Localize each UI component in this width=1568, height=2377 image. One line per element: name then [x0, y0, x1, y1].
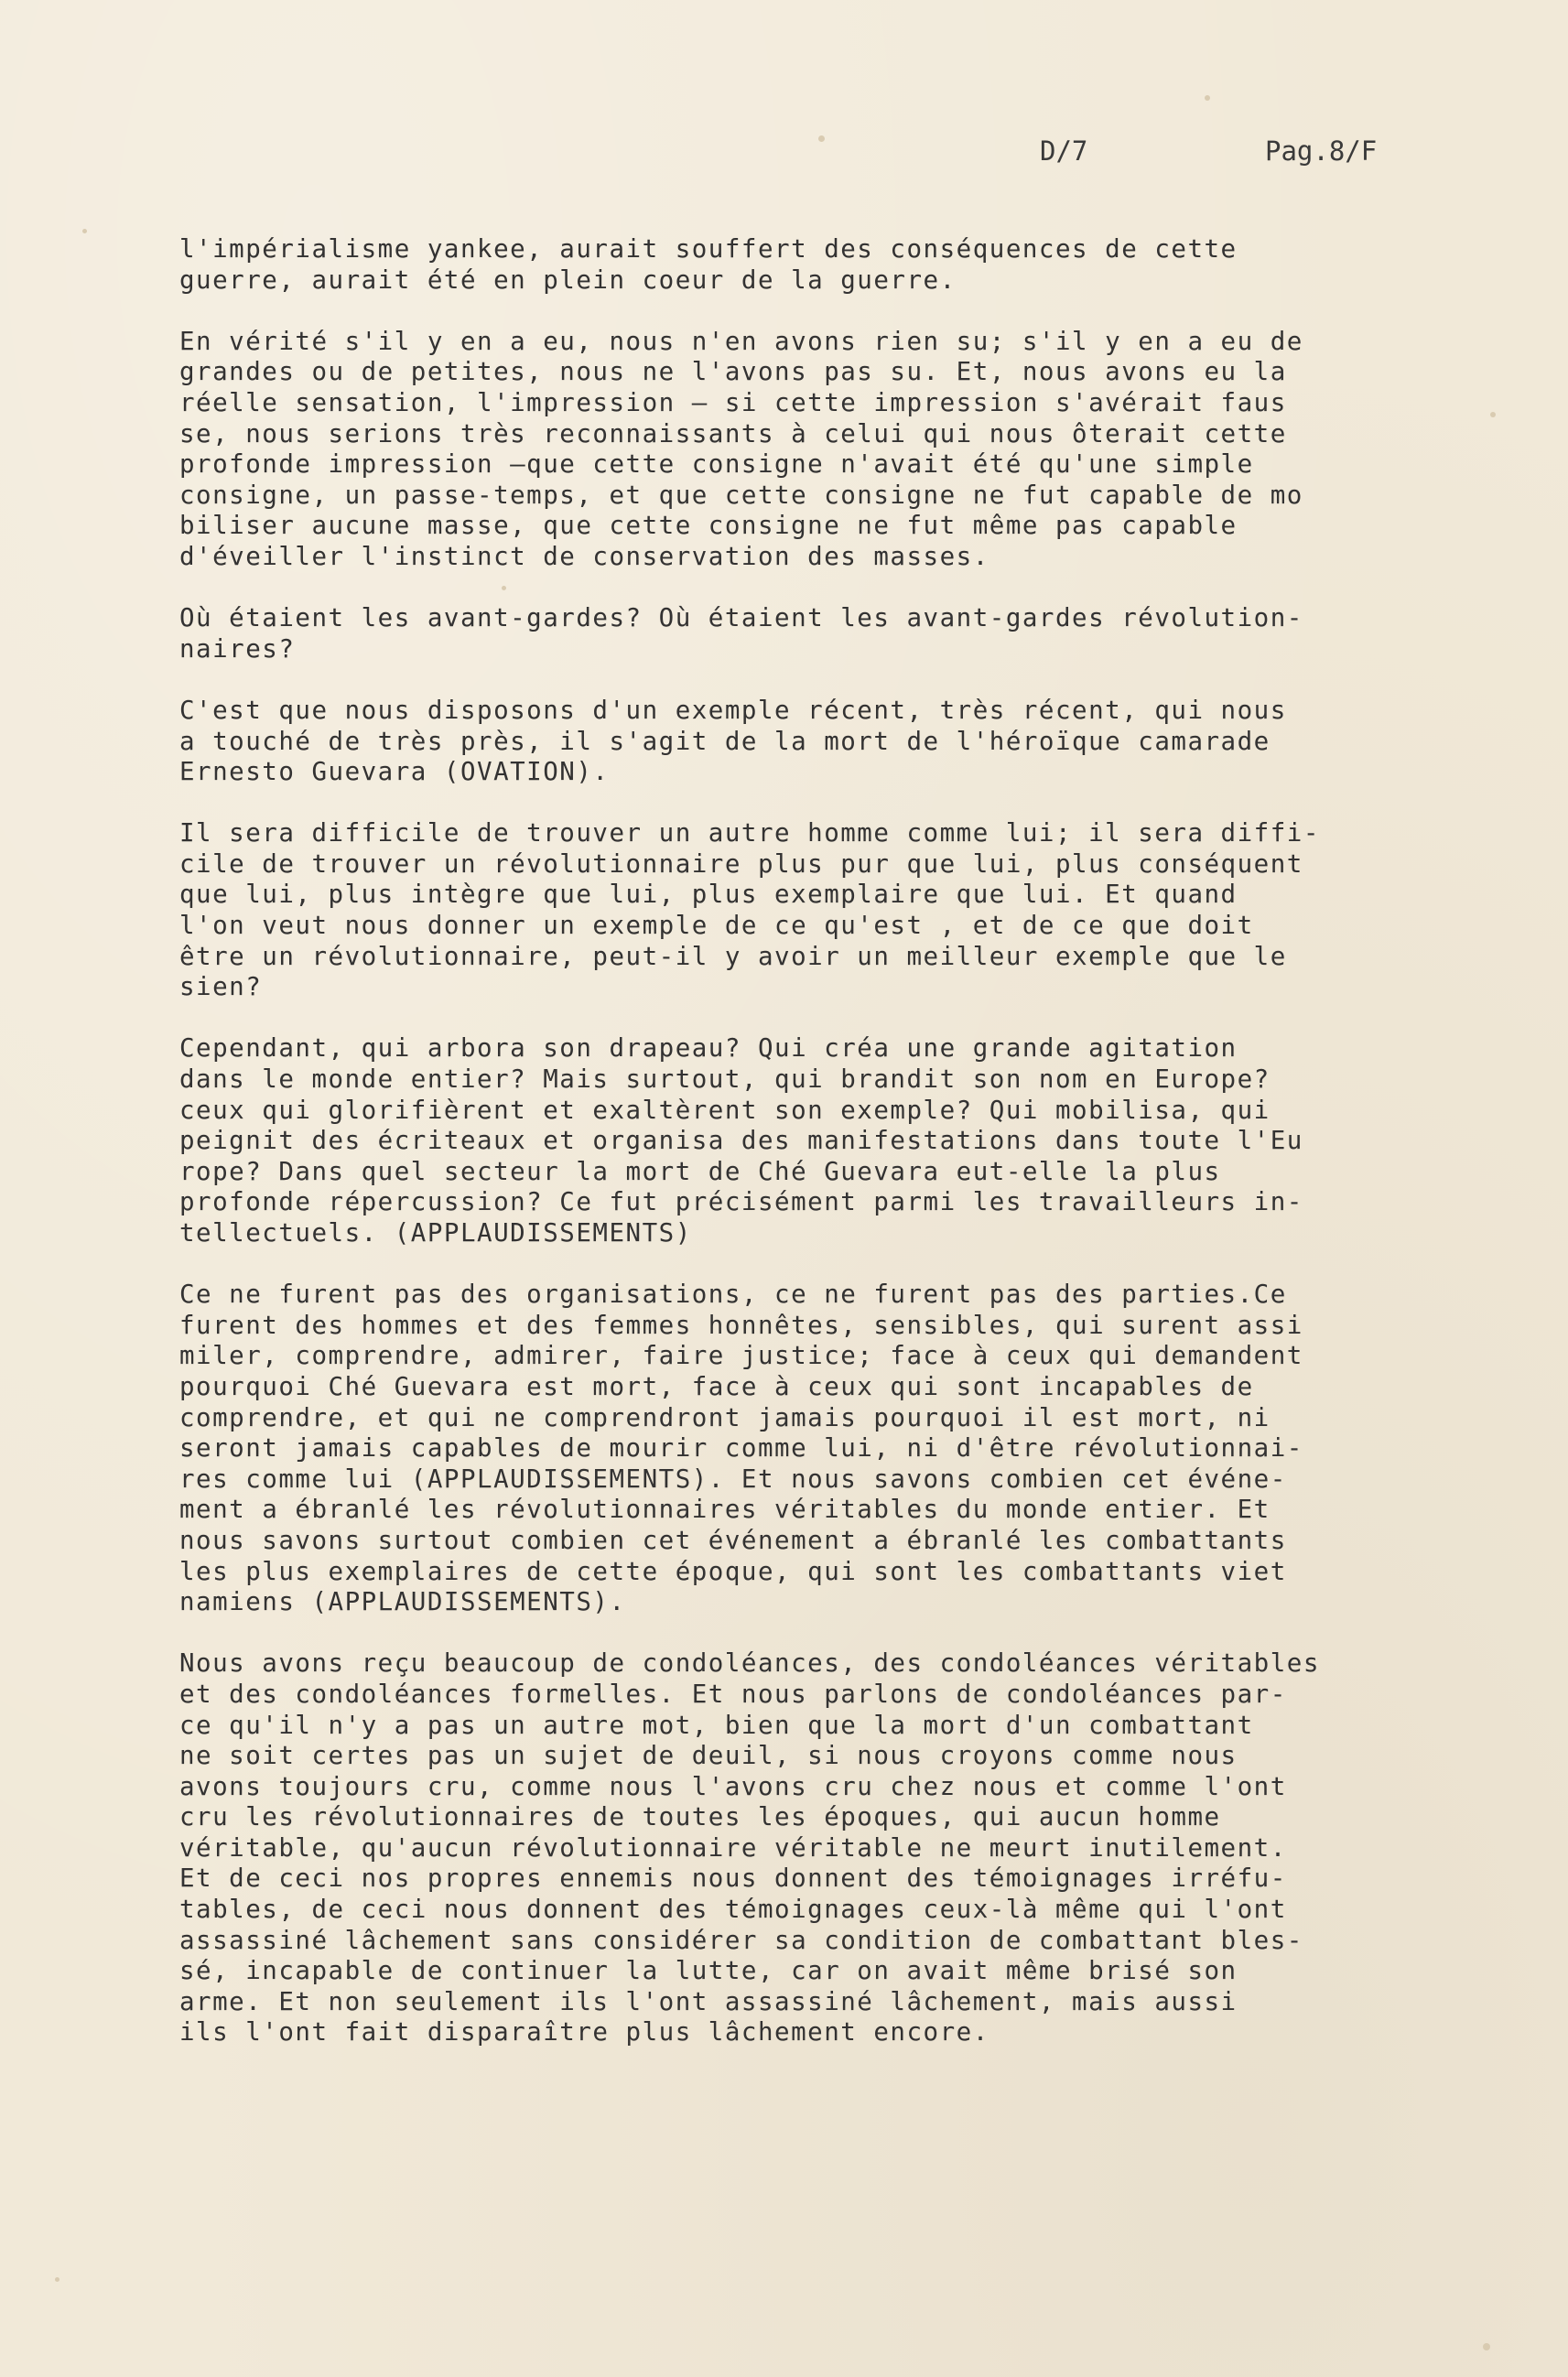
- text-line: dans le monde entier? Mais surtout, qui brandit son nom en Europe?: [179, 1064, 1271, 1095]
- text-line: et des condoléances formelles. Et nous parlons de condoléances par-: [179, 1679, 1287, 1709]
- text-line: l'impérialisme yankee, aurait souffert des conséquences de cette: [179, 234, 1238, 264]
- text-line: ne soit certes pas un sujet de deuil, si nous croyons comme nous: [179, 1741, 1238, 1771]
- text-line: que lui, plus intègre que lui, plus exemplaire que lui. Et quand: [179, 880, 1238, 910]
- page-header: [0, 135, 1568, 181]
- text-line: seront jamais capables de mourir comme lui, ni d'être révolutionnai-: [179, 1433, 1303, 1464]
- text-line: Cependant, qui arbora son drapeau? Qui créa une grande agitation: [179, 1033, 1238, 1064]
- text-line: res comme lui (APPLAUDISSEMENTS). Et nous savons combien cet événe-: [179, 1464, 1287, 1494]
- paragraph: [179, 818, 1498, 1003]
- text-line: ceux qui glorifièrent et exaltèrent son exemple? Qui mobilisa, qui: [179, 1095, 1271, 1125]
- text-line: tellectuels. (APPLAUDISSEMENTS): [179, 1218, 692, 1248]
- text-line: Il sera difficile de trouver un autre homme comme lui; il sera diffi-: [179, 818, 1320, 848]
- text-line: furent des hommes et des femmes honnêtes, sensibles, qui surent assi: [179, 1310, 1303, 1340]
- text-line: naires?: [179, 633, 296, 664]
- text-line: d'éveiller l'instinct de conservation des masses.: [179, 541, 989, 571]
- paper-speck: [1205, 95, 1210, 101]
- page-number: Pag.8/F: [1265, 135, 1378, 167]
- text-line: se, nous serions très reconnaissants à celui qui nous ôterait cette: [179, 418, 1287, 448]
- text-line: ils l'ont fait disparaître plus lâchement encore.: [179, 2017, 989, 2047]
- text-line: namiens (APPLAUDISSEMENTS).: [179, 1587, 626, 1617]
- text-line: Ce ne furent pas des organisations, ce ne furent pas des parties.Ce: [179, 1280, 1287, 1310]
- text-line: Où étaient les avant-gardes? Où étaient les avant-gardes révolution-: [179, 603, 1303, 633]
- text-line: ce qu'il n'y a pas un autre mot, bien que la mort d'un combattant: [179, 1710, 1254, 1740]
- text-line: peignit des écriteaux et organisa des manifestations dans toute l'Eu: [179, 1126, 1303, 1156]
- text-line: sien?: [179, 972, 263, 1002]
- paper-speck: [55, 2277, 59, 2282]
- text-line: tables, de ceci nous donnent des témoignages ceux-là même qui l'ont: [179, 1895, 1287, 1925]
- text-line: biliser aucune masse, que cette consigne ne fut même pas capable: [179, 511, 1238, 541]
- paragraph: [179, 1280, 1498, 1618]
- text-line: cile de trouver un révolutionnaire plus pur que lui, plus conséquent: [179, 848, 1303, 879]
- text-line: profonde répercussion? Ce fut précisément parmi les travailleurs in-: [179, 1187, 1303, 1217]
- text-line: Et de ceci nos propres ennemis nous donnent des témoignages irréfu-: [179, 1864, 1287, 1894]
- text-line: a touché de très près, il s'agit de la mort de l'héroïque camarade: [179, 726, 1271, 756]
- text-line: nous savons surtout combien cet événement a ébranlé les combattants: [179, 1525, 1287, 1555]
- text-line: grandes ou de petites, nous ne l'avons pas su. Et, nous avons eu la: [179, 357, 1287, 387]
- paragraph: [179, 1648, 1498, 2048]
- text-line: profonde impression —que cette consigne n'avait été qu'une simple: [179, 449, 1254, 480]
- text-line: consigne, un passe-temps, et que cette consigne ne fut capable de mo: [179, 480, 1303, 510]
- paragraph: [179, 327, 1498, 573]
- document-body: [179, 234, 1498, 2080]
- text-line: avons toujours cru, comme nous l'avons cru chez nous et comme l'ont: [179, 1771, 1287, 1801]
- paragraph: [179, 696, 1498, 788]
- text-line: rope? Dans quel secteur la mort de Ché Guevara eut-elle la plus: [179, 1156, 1221, 1186]
- text-line: pourquoi Ché Guevara est mort, face à ceux qui sont incapables de: [179, 1371, 1254, 1401]
- paragraph: [179, 1033, 1498, 1248]
- text-line: assassiné lâchement sans considérer sa condition de combattant bles-: [179, 1925, 1303, 1955]
- text-line: l'on veut nous donner un exemple de ce qu'est , et de ce que doit: [179, 911, 1254, 941]
- text-line: miler, comprendre, admirer, faire justice; face à ceux qui demandent: [179, 1341, 1303, 1371]
- text-line: comprendre, et qui ne comprendront jamais pourquoi il est mort, ni: [179, 1402, 1271, 1432]
- text-line: Nous avons reçu beaucoup de condoléances, des condoléances véritables: [179, 1648, 1320, 1679]
- paragraph: [179, 234, 1498, 296]
- text-line: En vérité s'il y en a eu, nous n'en avons rien su; s'il y en a eu de: [179, 326, 1303, 356]
- text-line: arme. Et non seulement ils l'ont assassiné lâchement, mais aussi: [179, 1986, 1238, 2016]
- text-line: les plus exemplaires de cette époque, qui sont les combattants viet: [179, 1556, 1287, 1586]
- text-line: cru les révolutionnaires de toutes les époques, qui aucun homme: [179, 1802, 1221, 1832]
- text-line: réelle sensation, l'impression — si cette impression s'avérait faus: [179, 387, 1287, 417]
- text-line: C'est que nous disposons d'un exemple récent, très récent, qui nous: [179, 695, 1287, 725]
- paper-speck: [1483, 2343, 1490, 2350]
- paper-speck: [82, 229, 87, 233]
- text-line: être un révolutionnaire, peut-il y avoir un meilleur exemple que le: [179, 941, 1287, 971]
- paragraph: [179, 603, 1498, 664]
- text-line: ment a ébranlé les révolutionnaires véritables du monde entier. Et: [179, 1495, 1271, 1525]
- text-line: guerre, aurait été en plein coeur de la guerre.: [179, 265, 957, 295]
- text-line: sé, incapable de continuer la lutte, car on avait même brisé son: [179, 1956, 1238, 1986]
- text-line: Ernesto Guevara (OVATION).: [179, 757, 610, 787]
- text-line: véritable, qu'aucun révolutionnaire véritable ne meurt inutilement.: [179, 1832, 1287, 1863]
- document-reference: D/7: [1040, 135, 1088, 167]
